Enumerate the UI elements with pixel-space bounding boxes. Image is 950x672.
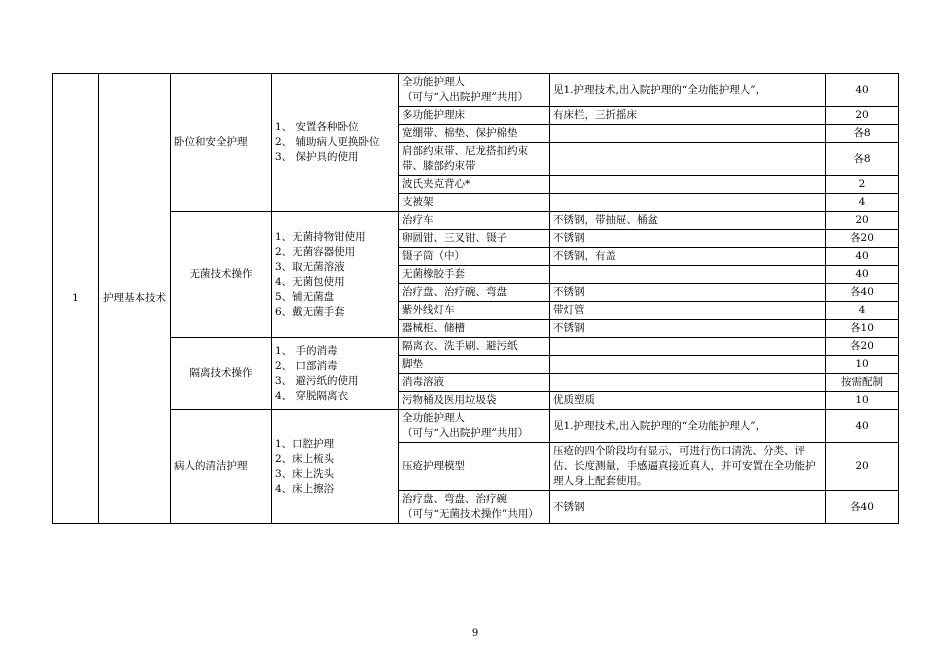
qty-cell: 10	[826, 356, 899, 374]
equipment-cell: 肩部约束带、尼龙搭扣约束带、膝部约束带	[399, 143, 550, 176]
equipment-cell: 宽绷带、棉垫、保护棉垫	[399, 125, 550, 143]
equipment-cell	[399, 74, 550, 107]
spec-cell	[550, 356, 826, 374]
spec-cell	[550, 266, 826, 284]
qty-cell: 各40	[826, 284, 899, 302]
qty-cell: 4	[826, 194, 899, 212]
spec-cell	[550, 338, 826, 356]
spec-cell: 见1.护理技术,出入院护理的“全功能护理人”，	[550, 410, 826, 443]
table-row	[53, 212, 899, 230]
equipment-cell	[399, 491, 550, 524]
spec-cell: 不锈钢，带抽屉、桶盆	[550, 212, 826, 230]
table-row	[53, 74, 899, 107]
row-number: 1	[53, 74, 99, 524]
qty-cell: 40	[826, 248, 899, 266]
equipment-cell: 器械柜、储槽	[399, 320, 550, 338]
step-line: 2、床上梳头	[275, 452, 335, 465]
equipment-cell: 治疗盘、治疗碗、弯盘	[399, 284, 550, 302]
equipment-cell	[399, 410, 550, 443]
table-row	[53, 338, 899, 356]
step-line: 3、 保护具的使用	[275, 151, 359, 163]
step-line: 2、无菌容器使用	[275, 245, 356, 258]
spec-cell: 优质塑质	[550, 392, 826, 410]
step-line: 4、 穿脱隔离衣	[275, 389, 349, 402]
spec-cell: 带灯管	[550, 302, 826, 320]
step-line: 1、 安置各种卧位	[275, 121, 359, 133]
qty-cell: 各10	[826, 320, 899, 338]
step-line: 1、 手的消毒	[275, 344, 338, 357]
equipment-text: 全功能护理人 （可与“入出院护理”共用）	[402, 412, 529, 439]
spec-cell: 不锈钢，有盖	[550, 248, 826, 266]
group-steps	[272, 410, 399, 524]
qty-cell: 按需配制	[826, 374, 899, 392]
qty-cell: 各8	[826, 125, 899, 143]
group-name: 无菌技术操作	[171, 212, 272, 338]
spec-cell	[550, 194, 826, 212]
equipment-cell: 消毒溶液	[399, 374, 550, 392]
spec-cell: 有床栏，三折摇床	[550, 107, 826, 125]
group-name: 病人的清洁护理	[171, 410, 272, 524]
equipment-table	[52, 73, 899, 524]
spec-cell	[550, 176, 826, 194]
step-line: 3、床上洗头	[275, 467, 335, 480]
step-line: 5、铺无菌盘	[275, 290, 335, 303]
category-cell: 护理基本技术	[99, 74, 171, 524]
group-name: 卧位和安全护理	[171, 74, 272, 212]
step-line: 1、无菌持物钳使用	[275, 230, 366, 243]
equipment-cell: 压疮护理模型	[399, 443, 550, 491]
step-line: 1、口腔护理	[275, 437, 335, 450]
qty-cell: 20	[826, 443, 899, 491]
step-line: 4、床上擦浴	[275, 482, 335, 495]
qty-cell: 10	[826, 392, 899, 410]
step-line: 3、 避污纸的使用	[275, 374, 359, 387]
equipment-cell: 镊子筒（中）	[399, 248, 550, 266]
equipment-cell: 无菌橡胶手套	[399, 266, 550, 284]
equipment-text: 治疗盘、弯盘、治疗碗 （可与“无菌技术操作”共用）	[402, 493, 539, 520]
qty-cell: 20	[826, 212, 899, 230]
group-name: 隔离技术操作	[171, 338, 272, 410]
spec-cell: 见1.护理技术,出入院护理的“全功能护理人”，	[550, 74, 826, 107]
step-line: 2、 口部消毒	[275, 359, 338, 372]
equipment-cell: 治疗车	[399, 212, 550, 230]
qty-cell: 40	[826, 74, 899, 107]
equipment-cell: 紫外线灯车	[399, 302, 550, 320]
spec-cell: 不锈钢	[550, 320, 826, 338]
qty-cell: 各8	[826, 143, 899, 176]
page-number: 9	[471, 628, 479, 639]
spec-cell: 不锈钢	[550, 491, 826, 524]
group-steps	[272, 338, 399, 410]
step-line: 6、戴无菌手套	[275, 305, 345, 318]
qty-cell: 2	[826, 176, 899, 194]
step-line: 2、 辅助病人更换卧位	[275, 136, 380, 148]
equipment-cell: 隔离衣、洗手刷、避污纸	[399, 338, 550, 356]
qty-cell: 各40	[826, 491, 899, 524]
equipment-text: 全功能护理人 （可与“入出院护理”共用）	[402, 76, 529, 103]
group-steps	[272, 212, 399, 338]
spec-cell	[550, 143, 826, 176]
group-steps	[272, 74, 399, 212]
spec-cell	[550, 374, 826, 392]
spec-cell: 不锈钢	[550, 284, 826, 302]
equipment-cell: 波氏夹克背心*	[399, 176, 550, 194]
equipment-cell: 支被架	[399, 194, 550, 212]
qty-cell: 各20	[826, 230, 899, 248]
step-line: 3、取无菌溶液	[275, 260, 345, 273]
equipment-cell: 多功能护理床	[399, 107, 550, 125]
equipment-cell: 卵圆钳、三叉钳、镊子	[399, 230, 550, 248]
qty-cell: 40	[826, 266, 899, 284]
equipment-cell: 污物桶及医用垃圾袋	[399, 392, 550, 410]
table-row	[53, 410, 899, 443]
qty-cell: 20	[826, 107, 899, 125]
qty-cell: 4	[826, 302, 899, 320]
spec-cell	[550, 125, 826, 143]
qty-cell: 各20	[826, 338, 899, 356]
qty-cell: 40	[826, 410, 899, 443]
spec-cell: 不锈钢	[550, 230, 826, 248]
step-line: 4、无菌包使用	[275, 275, 345, 288]
equipment-cell: 脚垫	[399, 356, 550, 374]
spec-cell: 压疮的四个阶段均有显示，可进行伤口清洗、分类、评估、长度测量，手感逼真接近真人，并可安置在全功能护理人身上配套使用。	[550, 443, 826, 491]
